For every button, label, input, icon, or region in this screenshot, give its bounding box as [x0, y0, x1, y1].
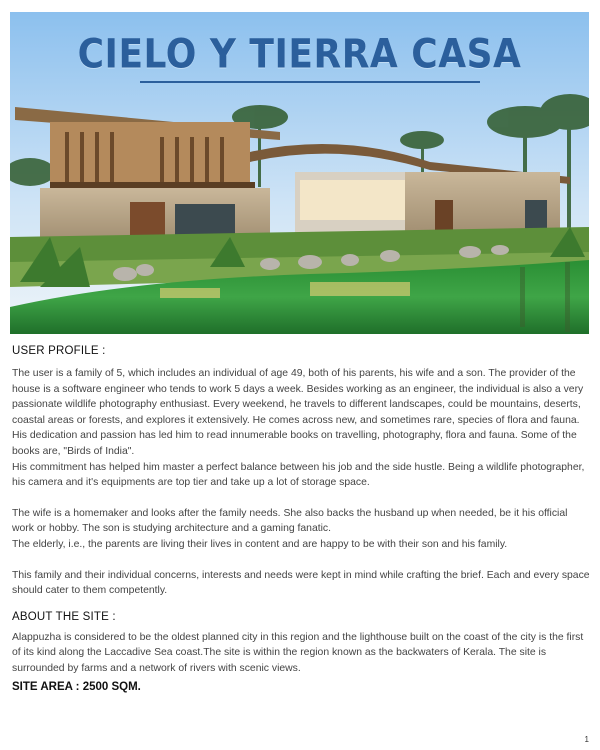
- user-profile-paragraph: The user is a family of 5, which includes an individual of age 49, both of his parents, his wife and a son. The provider of the house is a software engineer who tends to work 5 days a week. Besides working as an engineer, the individual is also a very passionate wildlife photography enthusiast. Every weekend, he travels to different landscapes, could be mountains, deserts, coastal areas or forests, and explores it extensively. He comes across new, and sometimes rare, species of flora and fauna. His dedication and passion has led him to read innumerable books on travelling, photography, flora and fauna. Some of the books are, "Birds of India".: [12, 368, 584, 457]
- about-site-paragraph: Alappuzha is considered to be the oldest planned city in this region and the lighthouse built on the coast of the city is the first of its kind along the Laccadive Sea coast.The site is within the region known as the backwaters of Kerala. The site is surrounded by farms and a network of rivers with scenic views.: [12, 631, 584, 674]
- user-profile-paragraph: The wife is a homemaker and looks after the family needs. She also backs the husband up when needed, be it his official work or hobby. The son is studying architecture and a gaming fanatic.: [12, 507, 568, 535]
- user-profile-paragraph: This family and their individual concerns, interests and needs were kept in mind while crafting the brief. Each and every space should cater to them competently.: [12, 569, 590, 597]
- hero-image: [10, 12, 589, 334]
- page-number: 1: [584, 735, 589, 744]
- site-area-label: SITE AREA : 2500 SQM.: [12, 680, 141, 693]
- user-profile-paragraph: His commitment has helped him master a perfect balance between his job and the side hustle. Being a wildlife photographer, his camera and it's equipments are top tier and take up a lot of storage space.: [12, 461, 585, 489]
- about-site-heading: ABOUT THE SITE :: [12, 610, 116, 623]
- title-underline: [140, 81, 480, 83]
- user-profile-paragraph: The elderly, i.e., the parents are living their lives in content and are happy to be with their son and his family.: [12, 538, 508, 550]
- hero-title: CIELO Y TIERRA CASA: [77, 31, 522, 78]
- user-profile-heading: USER PROFILE :: [12, 345, 106, 357]
- document-body: [12, 345, 590, 693]
